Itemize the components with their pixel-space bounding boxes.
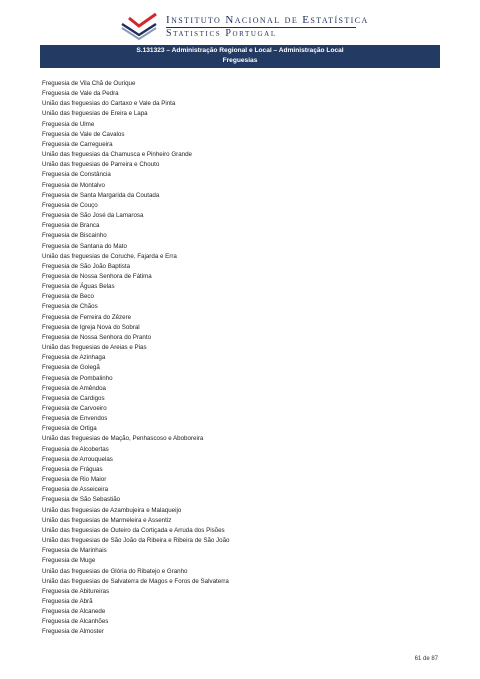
logo-subtitle: Statistics Portugal — [166, 28, 277, 39]
list-item: União das freguesias de Parreira e Chouto — [42, 161, 160, 169]
list-item: União das freguesias do Cartaxo e Vale da Pinta — [42, 100, 176, 108]
list-item: União das freguesias de Coruche, Fajarda e Erra — [42, 252, 177, 260]
list-item: Freguesia de Alcanhões — [42, 618, 109, 626]
list-item: Freguesia de Fráguas — [42, 465, 103, 473]
list-item: Freguesia de Montalvo — [42, 181, 105, 189]
list-item: Freguesia de Santana do Mato — [42, 242, 127, 250]
list-item: Freguesia de Nossa Senhora de Fátima — [42, 272, 152, 280]
list-item: União das freguesias de Outeiro da Cortiçada e Arruda dos Pisões — [42, 526, 225, 534]
list-item: Freguesia de Vale da Pedra — [42, 90, 119, 98]
list-item: Freguesia de Ortiga — [42, 425, 97, 433]
list-item: Freguesia de São José da Lamarosa — [42, 212, 144, 220]
parish-list — [42, 79, 229, 638]
list-item: União das freguesias de Marmeleira e Assentiz — [42, 516, 172, 524]
section-banner — [40, 45, 440, 68]
list-item: Freguesia de Couço — [42, 201, 98, 209]
list-item: Freguesia de São João Baptista — [42, 262, 131, 270]
list-item: Freguesia de Alcanede — [42, 608, 106, 616]
list-item: Freguesia de Golegã — [42, 364, 100, 372]
list-item: Freguesia de Vale de Cavalos — [42, 130, 125, 138]
list-item: Freguesia de Rio Maior — [42, 476, 107, 484]
list-item: Freguesia de Abrã — [42, 597, 93, 605]
list-item: União das freguesias de Ereira e Lapa — [42, 110, 148, 118]
list-item: Freguesia de Vila Chã de Ourique — [42, 80, 136, 87]
list-item: União das freguesias de Glória do Ribatejo e Granho — [42, 567, 188, 575]
list-item: Freguesia de Biscainho — [42, 232, 107, 240]
banner-title: S.131323 – Administração Regional e Local – Administração Local — [136, 47, 344, 54]
list-item: União das freguesias da Chamusca e Pinheiro Grande — [42, 151, 192, 159]
list-item: Freguesia de Amêndoa — [42, 384, 106, 392]
list-item: Freguesia de Branca — [42, 222, 100, 230]
list-item: Freguesia de Constância — [42, 171, 111, 179]
list-item: Freguesia de Cardigos — [42, 394, 105, 402]
list-item: Freguesia de Nossa Senhora do Pranto — [42, 333, 152, 341]
list-item: Freguesia de Pombalinho — [42, 374, 113, 382]
list-item: Freguesia de Asseiceira — [42, 486, 109, 494]
list-item: Freguesia de Arrouquelas — [42, 455, 113, 463]
list-item: Freguesia de Chãos — [42, 303, 98, 311]
list-item: Freguesia de Alcobertas — [42, 445, 109, 453]
page-number: 61 de 87 — [414, 656, 438, 662]
ine-logo — [120, 12, 369, 44]
list-item: Freguesia de Almoster — [42, 628, 104, 636]
logo-title: Instituto Nacional de Estatística — [166, 14, 369, 26]
list-item: Freguesia de Carregueira — [42, 140, 113, 148]
list-item: Freguesia de Águas Belas — [42, 283, 115, 291]
list-item: Freguesia de Beco — [42, 293, 94, 301]
list-item: Freguesia de Envendos — [42, 415, 108, 423]
ine-logo-mark-icon — [120, 12, 158, 42]
list-item: União das freguesias de Areias e Pias — [42, 344, 147, 352]
list-item: Freguesia de Ferreira do Zêzere — [42, 313, 132, 321]
list-item: Freguesia de Marinhais — [42, 547, 107, 555]
list-item: Freguesia de Ulme — [42, 120, 95, 128]
list-item: Freguesia de Muge — [42, 557, 96, 565]
list-item: União das freguesias de Azambujeira e Malaqueijo — [42, 506, 182, 514]
list-item: União das freguesias de São João da Ribeira e Ribeira de São João — [42, 537, 230, 545]
list-item: Freguesia de Carvoeiro — [42, 405, 107, 412]
banner-subtitle: Freguesias — [222, 57, 258, 64]
list-item: Freguesia de Azinhaga — [42, 354, 106, 362]
list-item: União das freguesias de Salvaterra de Magos e Foros de Salvaterra — [42, 577, 229, 585]
list-item: Freguesia de Abitureiras — [42, 587, 110, 595]
list-item: Freguesia de Igreja Nova do Sobral — [42, 323, 140, 331]
list-item: Freguesia de São Sebastião — [42, 496, 121, 504]
list-item: Freguesia de Santa Margarida da Coutada — [42, 191, 160, 199]
list-item: União das freguesias de Mação, Penhascoso e Aboboreira — [42, 435, 204, 443]
